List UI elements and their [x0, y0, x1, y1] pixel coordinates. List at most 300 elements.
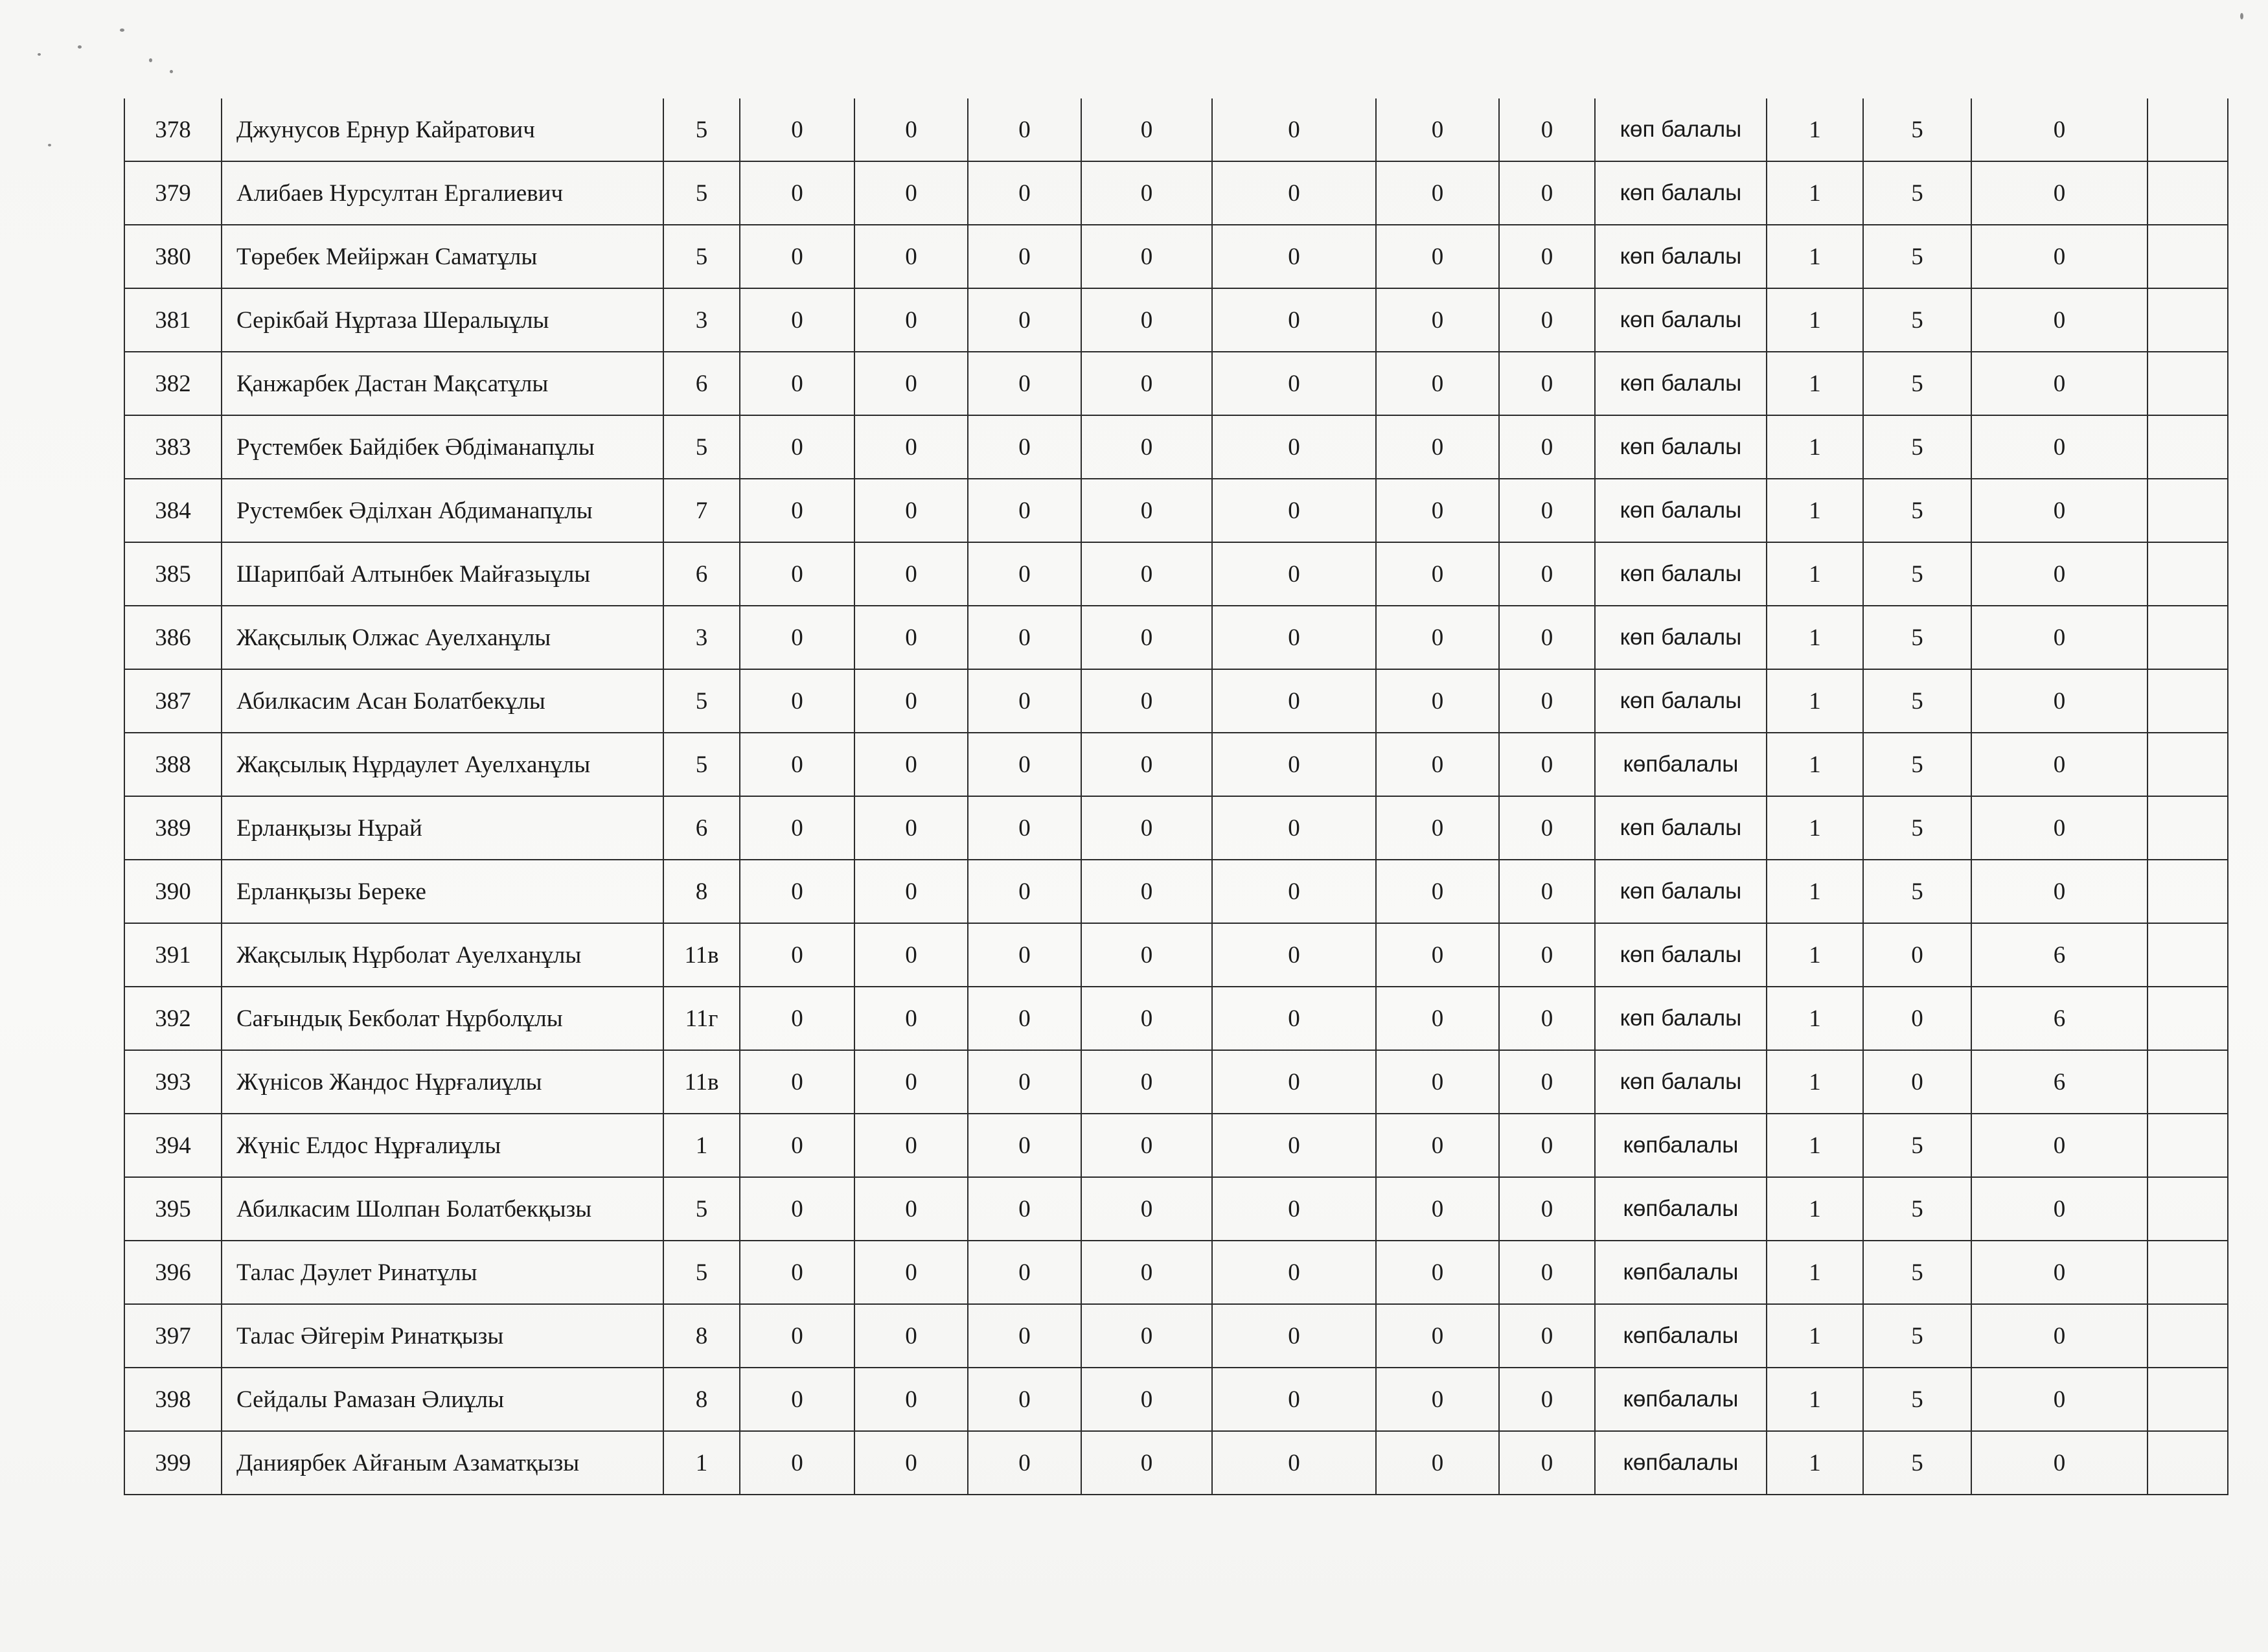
value-cell: 0 [1376, 1368, 1499, 1431]
table-row [124, 796, 2228, 860]
value-cell: 0 [968, 1050, 1081, 1114]
empty-cell [2148, 479, 2228, 542]
value-cell: 0 [1376, 479, 1499, 542]
value-cell: 0 [968, 479, 1081, 542]
student-name: Ерланқызы Береке [222, 860, 663, 923]
empty-cell [2148, 1368, 2228, 1431]
student-name: Талас Әйгерім Ринатқызы [222, 1304, 663, 1368]
grade: 3 [663, 288, 740, 352]
value-cell: 5 [1863, 1241, 1971, 1304]
students-table [124, 98, 2228, 1495]
row-number: 380 [124, 225, 222, 288]
value-cell: 0 [854, 733, 968, 796]
empty-cell [2148, 1304, 2228, 1368]
value-cell: 0 [1376, 415, 1499, 479]
value-cell: 0 [1376, 161, 1499, 225]
value-cell: 0 [854, 987, 968, 1050]
empty-cell [2148, 1114, 2228, 1177]
value-cell: 0 [1971, 1304, 2148, 1368]
value-cell: 5 [1863, 98, 1971, 161]
row-number: 385 [124, 542, 222, 606]
value-cell: 0 [968, 1177, 1081, 1241]
value-cell: 0 [1081, 860, 1212, 923]
grade: 5 [663, 1241, 740, 1304]
value-cell: 0 [1971, 288, 2148, 352]
student-name: Жақсылық Нұрдаулет Ауелханұлы [222, 733, 663, 796]
value-cell: 0 [740, 1431, 854, 1495]
table-row [124, 1304, 2228, 1368]
student-name: Джунусов Ернур Кайратович [222, 98, 663, 161]
value-cell: 0 [1212, 796, 1376, 860]
value-cell: 0 [740, 923, 854, 987]
scan-speck [170, 70, 173, 73]
value-cell: 0 [1499, 860, 1595, 923]
value-cell: 0 [854, 1177, 968, 1241]
value-cell: 0 [1376, 352, 1499, 415]
value-cell: 0 [740, 987, 854, 1050]
value-cell: 5 [1863, 606, 1971, 669]
value-cell: 0 [968, 606, 1081, 669]
family-status: көп балалы [1595, 860, 1767, 923]
value-cell: 0 [1212, 1304, 1376, 1368]
value-cell: 0 [1499, 796, 1595, 860]
table-row [124, 225, 2228, 288]
value-cell: 0 [1499, 1114, 1595, 1177]
value-cell: 0 [1376, 796, 1499, 860]
value-cell: 0 [1081, 1114, 1212, 1177]
table-row [124, 415, 2228, 479]
value-cell: 0 [1971, 796, 2148, 860]
value-cell: 0 [1499, 987, 1595, 1050]
student-name: Серікбай Нұртаза Шералыұлы [222, 288, 663, 352]
value-cell: 0 [1971, 669, 2148, 733]
value-cell: 0 [968, 161, 1081, 225]
empty-cell [2148, 669, 2228, 733]
family-status: көп балалы [1595, 606, 1767, 669]
family-status: көп балалы [1595, 796, 1767, 860]
student-name: Жақсылық Олжас Ауелханұлы [222, 606, 663, 669]
student-name: Абилкасим Асан Болатбекұлы [222, 669, 663, 733]
grade: 6 [663, 796, 740, 860]
table-row [124, 98, 2228, 161]
value-cell: 5 [1863, 161, 1971, 225]
family-status: көп балалы [1595, 415, 1767, 479]
row-number: 391 [124, 923, 222, 987]
value-cell: 0 [1971, 479, 2148, 542]
value-cell: 0 [854, 606, 968, 669]
row-number: 398 [124, 1368, 222, 1431]
value-cell: 0 [854, 923, 968, 987]
value-cell: 0 [1376, 1050, 1499, 1114]
value-cell: 1 [1767, 669, 1863, 733]
table-row [124, 606, 2228, 669]
value-cell: 0 [1212, 415, 1376, 479]
value-cell: 0 [1971, 860, 2148, 923]
value-cell: 0 [1212, 542, 1376, 606]
value-cell: 5 [1863, 225, 1971, 288]
value-cell: 0 [740, 1368, 854, 1431]
value-cell: 0 [854, 1368, 968, 1431]
value-cell: 0 [1081, 1177, 1212, 1241]
family-status: көп балалы [1595, 98, 1767, 161]
value-cell: 0 [1212, 606, 1376, 669]
value-cell: 0 [968, 1368, 1081, 1431]
empty-cell [2148, 1241, 2228, 1304]
value-cell: 0 [1499, 606, 1595, 669]
student-name: Ерланқызы Нұрай [222, 796, 663, 860]
value-cell: 0 [1081, 1050, 1212, 1114]
value-cell: 0 [1081, 542, 1212, 606]
row-number: 383 [124, 415, 222, 479]
value-cell: 0 [740, 796, 854, 860]
value-cell: 0 [1499, 161, 1595, 225]
table-row [124, 288, 2228, 352]
value-cell: 0 [1499, 352, 1595, 415]
family-status: көп балалы [1595, 1050, 1767, 1114]
family-status: көп балалы [1595, 288, 1767, 352]
student-name: Рустембек Әділхан Абдиманапұлы [222, 479, 663, 542]
row-number: 381 [124, 288, 222, 352]
grade: 1 [663, 1114, 740, 1177]
scan-speck [120, 29, 124, 32]
value-cell: 0 [1971, 98, 2148, 161]
value-cell: 1 [1767, 796, 1863, 860]
value-cell: 0 [1499, 1241, 1595, 1304]
value-cell: 0 [1081, 225, 1212, 288]
scan-speck [38, 53, 41, 56]
value-cell: 0 [1971, 1368, 2148, 1431]
table-row [124, 352, 2228, 415]
value-cell: 6 [1971, 1050, 2148, 1114]
value-cell: 0 [1376, 225, 1499, 288]
value-cell: 0 [1212, 98, 1376, 161]
empty-cell [2148, 733, 2228, 796]
value-cell: 5 [1863, 1177, 1971, 1241]
value-cell: 1 [1767, 606, 1863, 669]
value-cell: 0 [968, 733, 1081, 796]
value-cell: 0 [1081, 98, 1212, 161]
value-cell: 0 [1212, 161, 1376, 225]
value-cell: 0 [968, 98, 1081, 161]
value-cell: 1 [1767, 1177, 1863, 1241]
student-name: Шарипбай Алтынбек Майғазыұлы [222, 542, 663, 606]
grade: 6 [663, 352, 740, 415]
value-cell: 0 [1081, 288, 1212, 352]
value-cell: 0 [854, 669, 968, 733]
value-cell: 0 [1376, 542, 1499, 606]
value-cell: 0 [740, 860, 854, 923]
value-cell: 0 [968, 923, 1081, 987]
value-cell: 0 [968, 1241, 1081, 1304]
value-cell: 0 [1376, 98, 1499, 161]
value-cell: 0 [968, 796, 1081, 860]
student-name: Сейдалы Рамазан Әлиұлы [222, 1368, 663, 1431]
value-cell: 0 [1971, 1114, 2148, 1177]
empty-cell [2148, 352, 2228, 415]
grade: 11г [663, 987, 740, 1050]
value-cell: 0 [740, 288, 854, 352]
table-row [124, 923, 2228, 987]
value-cell: 0 [740, 669, 854, 733]
value-cell: 1 [1767, 225, 1863, 288]
value-cell: 5 [1863, 352, 1971, 415]
grade: 8 [663, 1368, 740, 1431]
grade: 5 [663, 98, 740, 161]
value-cell: 0 [1081, 796, 1212, 860]
empty-cell [2148, 1050, 2228, 1114]
value-cell: 1 [1767, 161, 1863, 225]
family-status: көпбалалы [1595, 733, 1767, 796]
value-cell: 0 [1212, 225, 1376, 288]
value-cell: 0 [1499, 225, 1595, 288]
value-cell: 0 [1499, 542, 1595, 606]
value-cell: 0 [1212, 288, 1376, 352]
row-number: 390 [124, 860, 222, 923]
value-cell: 1 [1767, 415, 1863, 479]
value-cell: 0 [740, 161, 854, 225]
empty-cell [2148, 98, 2228, 161]
empty-cell [2148, 606, 2228, 669]
value-cell: 0 [854, 860, 968, 923]
value-cell: 0 [968, 225, 1081, 288]
empty-cell [2148, 860, 2228, 923]
value-cell: 0 [854, 1431, 968, 1495]
family-status: көп балалы [1595, 669, 1767, 733]
value-cell: 0 [1081, 161, 1212, 225]
value-cell: 0 [854, 479, 968, 542]
value-cell: 1 [1767, 1304, 1863, 1368]
grade: 1 [663, 1431, 740, 1495]
value-cell: 1 [1767, 1241, 1863, 1304]
value-cell: 0 [1081, 606, 1212, 669]
value-cell: 0 [1971, 352, 2148, 415]
row-number: 388 [124, 733, 222, 796]
scan-speck [149, 58, 152, 62]
family-status: көпбалалы [1595, 1114, 1767, 1177]
value-cell: 0 [740, 733, 854, 796]
student-name: Даниярбек Айғаным Азаматқызы [222, 1431, 663, 1495]
row-number: 393 [124, 1050, 222, 1114]
table-row [124, 733, 2228, 796]
value-cell: 0 [1499, 1177, 1595, 1241]
value-cell: 0 [854, 288, 968, 352]
grade: 5 [663, 161, 740, 225]
value-cell: 5 [1863, 733, 1971, 796]
value-cell: 0 [1212, 352, 1376, 415]
family-status: көп балалы [1595, 542, 1767, 606]
family-status: көп балалы [1595, 225, 1767, 288]
value-cell: 0 [1081, 987, 1212, 1050]
scan-speck [2240, 13, 2243, 19]
empty-cell [2148, 225, 2228, 288]
table-row [124, 479, 2228, 542]
value-cell: 0 [740, 1177, 854, 1241]
value-cell: 1 [1767, 542, 1863, 606]
grade: 6 [663, 542, 740, 606]
value-cell: 0 [1212, 1368, 1376, 1431]
row-number: 387 [124, 669, 222, 733]
value-cell: 0 [1376, 987, 1499, 1050]
value-cell: 1 [1767, 352, 1863, 415]
value-cell: 0 [854, 161, 968, 225]
value-cell: 1 [1767, 1050, 1863, 1114]
value-cell: 0 [854, 1241, 968, 1304]
value-cell: 0 [1376, 733, 1499, 796]
student-name: Қанжарбек Дастан Мақсатұлы [222, 352, 663, 415]
value-cell: 0 [740, 1241, 854, 1304]
empty-cell [2148, 542, 2228, 606]
value-cell: 5 [1863, 1431, 1971, 1495]
family-status: көп балалы [1595, 161, 1767, 225]
table-row [124, 1177, 2228, 1241]
value-cell: 0 [1081, 1304, 1212, 1368]
value-cell: 0 [1081, 733, 1212, 796]
value-cell: 0 [1212, 1241, 1376, 1304]
value-cell: 6 [1971, 923, 2148, 987]
table-row [124, 987, 2228, 1050]
value-cell: 1 [1767, 733, 1863, 796]
empty-cell [2148, 987, 2228, 1050]
value-cell: 0 [968, 1431, 1081, 1495]
scan-speck [78, 45, 82, 49]
empty-cell [2148, 923, 2228, 987]
table-row [124, 1241, 2228, 1304]
value-cell: 5 [1863, 288, 1971, 352]
family-status: көп балалы [1595, 352, 1767, 415]
value-cell: 0 [1212, 860, 1376, 923]
student-name: Рүстембек Байдібек Әбдіманапұлы [222, 415, 663, 479]
student-name: Жүніс Елдос Нұрғалиұлы [222, 1114, 663, 1177]
value-cell: 0 [968, 352, 1081, 415]
row-number: 389 [124, 796, 222, 860]
value-cell: 0 [968, 1114, 1081, 1177]
value-cell: 0 [968, 415, 1081, 479]
value-cell: 0 [740, 1050, 854, 1114]
row-number: 378 [124, 98, 222, 161]
value-cell: 0 [740, 98, 854, 161]
value-cell: 0 [1081, 352, 1212, 415]
value-cell: 0 [1499, 288, 1595, 352]
value-cell: 0 [1081, 1368, 1212, 1431]
value-cell: 0 [1376, 923, 1499, 987]
value-cell: 5 [1863, 479, 1971, 542]
grade: 8 [663, 860, 740, 923]
scan-speck [48, 144, 51, 146]
value-cell: 0 [1081, 479, 1212, 542]
row-number: 384 [124, 479, 222, 542]
value-cell: 0 [1081, 923, 1212, 987]
value-cell: 0 [1499, 1368, 1595, 1431]
value-cell: 0 [854, 1050, 968, 1114]
student-name: Абилкасим Шолпан Болатбекқызы [222, 1177, 663, 1241]
value-cell: 0 [1081, 669, 1212, 733]
value-cell: 5 [1863, 415, 1971, 479]
student-name: Жақсылық Нұрболат Ауелханұлы [222, 923, 663, 987]
student-name: Алибаев Нурсултан Ергалиевич [222, 161, 663, 225]
family-status: көп балалы [1595, 987, 1767, 1050]
value-cell: 0 [854, 352, 968, 415]
family-status: көпбалалы [1595, 1304, 1767, 1368]
value-cell: 0 [740, 606, 854, 669]
value-cell: 5 [1863, 542, 1971, 606]
value-cell: 0 [1376, 1177, 1499, 1241]
empty-cell [2148, 1431, 2228, 1495]
value-cell: 0 [740, 352, 854, 415]
value-cell: 0 [854, 542, 968, 606]
value-cell: 0 [854, 1114, 968, 1177]
value-cell: 0 [1212, 987, 1376, 1050]
student-name: Сағындық Бекболат Нұрболұлы [222, 987, 663, 1050]
value-cell: 1 [1767, 98, 1863, 161]
grade: 5 [663, 415, 740, 479]
value-cell: 0 [1212, 923, 1376, 987]
value-cell: 0 [1499, 923, 1595, 987]
value-cell: 0 [854, 98, 968, 161]
row-number: 395 [124, 1177, 222, 1241]
value-cell: 0 [1376, 860, 1499, 923]
value-cell: 5 [1863, 1114, 1971, 1177]
student-name: Төребек Мейіржан Саматұлы [222, 225, 663, 288]
value-cell: 0 [1971, 225, 2148, 288]
grade: 11в [663, 1050, 740, 1114]
family-status: көпбалалы [1595, 1368, 1767, 1431]
table-row [124, 161, 2228, 225]
value-cell: 0 [1971, 542, 2148, 606]
value-cell: 0 [1971, 415, 2148, 479]
table-row [124, 1050, 2228, 1114]
empty-cell [2148, 415, 2228, 479]
table-row [124, 669, 2228, 733]
value-cell: 0 [968, 860, 1081, 923]
value-cell: 0 [1212, 733, 1376, 796]
value-cell: 1 [1767, 1431, 1863, 1495]
value-cell: 0 [854, 796, 968, 860]
value-cell: 0 [1971, 1241, 2148, 1304]
value-cell: 0 [1212, 669, 1376, 733]
value-cell: 0 [1212, 1431, 1376, 1495]
value-cell: 0 [1376, 1431, 1499, 1495]
table-row [124, 1114, 2228, 1177]
family-status: көп балалы [1595, 479, 1767, 542]
table-row [124, 1368, 2228, 1431]
value-cell: 0 [968, 1304, 1081, 1368]
value-cell: 1 [1767, 860, 1863, 923]
family-status: көп балалы [1595, 923, 1767, 987]
row-number: 392 [124, 987, 222, 1050]
value-cell: 0 [854, 1304, 968, 1368]
value-cell: 6 [1971, 987, 2148, 1050]
value-cell: 0 [968, 288, 1081, 352]
value-cell: 0 [1863, 987, 1971, 1050]
student-name: Талас Дәулет Ринатұлы [222, 1241, 663, 1304]
value-cell: 0 [740, 1114, 854, 1177]
value-cell: 1 [1767, 1114, 1863, 1177]
value-cell: 0 [1499, 669, 1595, 733]
table-row [124, 860, 2228, 923]
value-cell: 0 [1863, 1050, 1971, 1114]
row-number: 396 [124, 1241, 222, 1304]
value-cell: 0 [1212, 479, 1376, 542]
value-cell: 0 [1499, 415, 1595, 479]
value-cell: 0 [1499, 1304, 1595, 1368]
grade: 7 [663, 479, 740, 542]
value-cell: 0 [740, 542, 854, 606]
value-cell: 0 [854, 225, 968, 288]
value-cell: 0 [1971, 606, 2148, 669]
value-cell: 0 [1376, 1114, 1499, 1177]
empty-cell [2148, 161, 2228, 225]
value-cell: 0 [968, 542, 1081, 606]
